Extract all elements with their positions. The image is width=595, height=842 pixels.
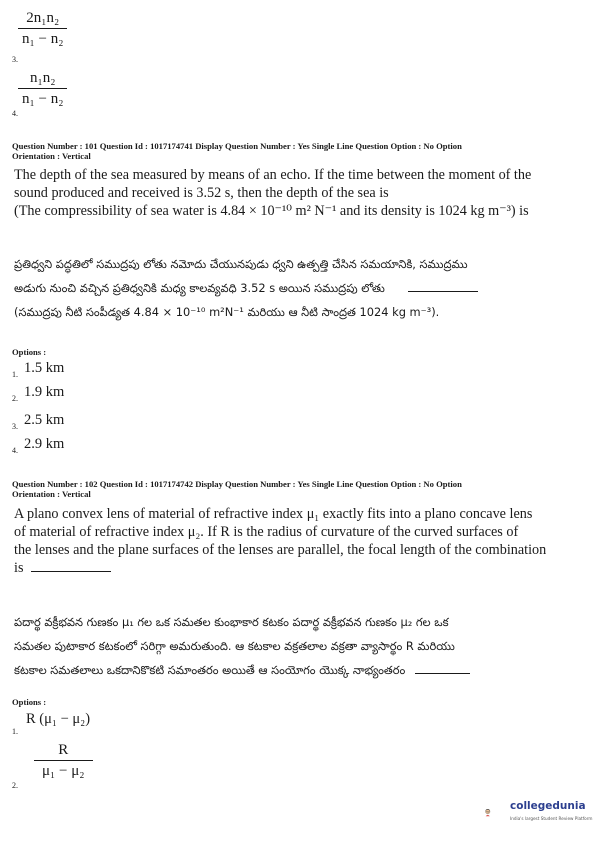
logo-tagline: India's largest Student Review Platform — [510, 816, 593, 821]
option-3-fraction — [18, 10, 67, 48]
option-number: 4. — [12, 446, 18, 455]
text-line: sound produced and received is 3.52 s, then the depth of the sea is — [14, 185, 389, 201]
option-value: 2.9 km — [24, 436, 65, 452]
option-number: 1. — [12, 727, 18, 736]
meta-line: Question Number : 101 Question Id : 1017174741 Display Question Number : Yes Single Line Question Option : No Option — [12, 141, 462, 151]
option-2-fraction — [34, 742, 93, 780]
option-number: 3. — [12, 422, 18, 431]
question-101-text-telugu — [14, 252, 582, 324]
answer-blank — [415, 663, 470, 674]
option-value: R (μ₁ − μ₂) — [26, 711, 91, 727]
text-line — [14, 276, 582, 300]
fraction-denominator: μ₁ − μ₂ — [34, 760, 93, 780]
text-segment: అడుగు నుంచి వచ్చిన ప్రతిధ్వనికి మధ్య కాలవ్యవధి 3.52 s అయిన సముద్రపు లోతు — [14, 281, 385, 295]
question-102-meta — [12, 479, 587, 499]
option-value: 1.5 km — [24, 360, 65, 376]
option-value: 1.9 km — [24, 384, 65, 400]
text-line: ప్రతిధ్వని పద్ధతిలో సముద్రపు లోతు నమోదు చేయునపుడు ధ్వని ఉత్పత్తి చేసిన సమయానికి, సముద్రము — [14, 257, 468, 271]
text-line — [14, 559, 579, 577]
fraction-numerator: 2n₁n₂ — [26, 10, 60, 26]
text-line: పదార్థ వక్రీభవన గుణకం μ₁ గల ఒక సమతల కుంభాకార కటకం పదార్థ వక్రీభవన గుణకం μ₂ గల ఒక — [14, 615, 449, 629]
fraction-denominator: n₁ − n₂ — [18, 28, 67, 48]
collegedunia-logo-icon — [485, 796, 509, 830]
text-segment: కటకాల సమతలాలు ఒకదానికొకటి సమాంతరం అయితే ఆ సంయోగం యొక్క నాభ్యంతరం — [14, 663, 406, 677]
meta-line: Orientation : Vertical — [12, 151, 91, 161]
meta-line: Orientation : Vertical — [12, 489, 91, 499]
meta-line: Question Number : 102 Question Id : 1017174742 Display Question Number : Yes Single Line Question Option : No Option — [12, 479, 462, 489]
text-line: of material of refractive index μ₂. If R is the radius of curvature of the curved surfaces of — [14, 524, 519, 540]
option-number: 4. — [12, 109, 18, 118]
logo-name: collegedunia — [510, 800, 586, 812]
question-101-meta — [12, 141, 587, 161]
question-102-text-telugu — [14, 610, 582, 682]
question-102-text-english — [14, 505, 579, 577]
text-line: సమతల పుటాకార కటకంలో సరిగ్గా అమరుతుంది. ఆ కటకాల వక్రతలాల వక్రతా వ్యాసార్థం R మరియు — [14, 639, 455, 653]
fraction-numerator: n₁n₂ — [29, 70, 56, 86]
text-line — [14, 658, 582, 682]
text-segment: is — [14, 560, 24, 576]
option-4-fraction — [18, 70, 67, 108]
options-label: Options : — [12, 697, 47, 707]
option-number: 2. — [12, 394, 18, 403]
text-line: A plano convex lens of material of refractive index μ₁ exactly fits into a plano concave lens — [14, 506, 533, 522]
fraction-numerator: R — [58, 742, 69, 758]
option-number: 3. — [12, 55, 18, 64]
text-line: (The compressibility of sea water is 4.84 × 10⁻¹⁰ m² N⁻¹ and its density is 1024 kg m⁻³) is — [14, 203, 529, 219]
question-101-text-english — [14, 166, 579, 220]
text-line: (సముద్రపు నీటి సంపీడ్యత 4.84 × 10⁻¹⁰ m²N⁻¹ మరియు ఆ నీటి సాంద్రత 1024 kg m⁻³). — [14, 305, 440, 319]
answer-blank — [408, 281, 478, 292]
fraction-denominator: n₁ − n₂ — [18, 88, 67, 108]
text-line: the lenses and the plane surfaces of the lenses are parallel, the focal length of the combination — [14, 542, 547, 558]
answer-blank — [31, 561, 111, 572]
option-number: 1. — [12, 370, 18, 379]
text-line: The depth of the sea measured by means of an echo. If the time between the moment of the — [14, 167, 532, 183]
option-number: 2. — [12, 781, 18, 790]
options-label: Options : — [12, 347, 47, 357]
option-value: 2.5 km — [24, 412, 65, 428]
